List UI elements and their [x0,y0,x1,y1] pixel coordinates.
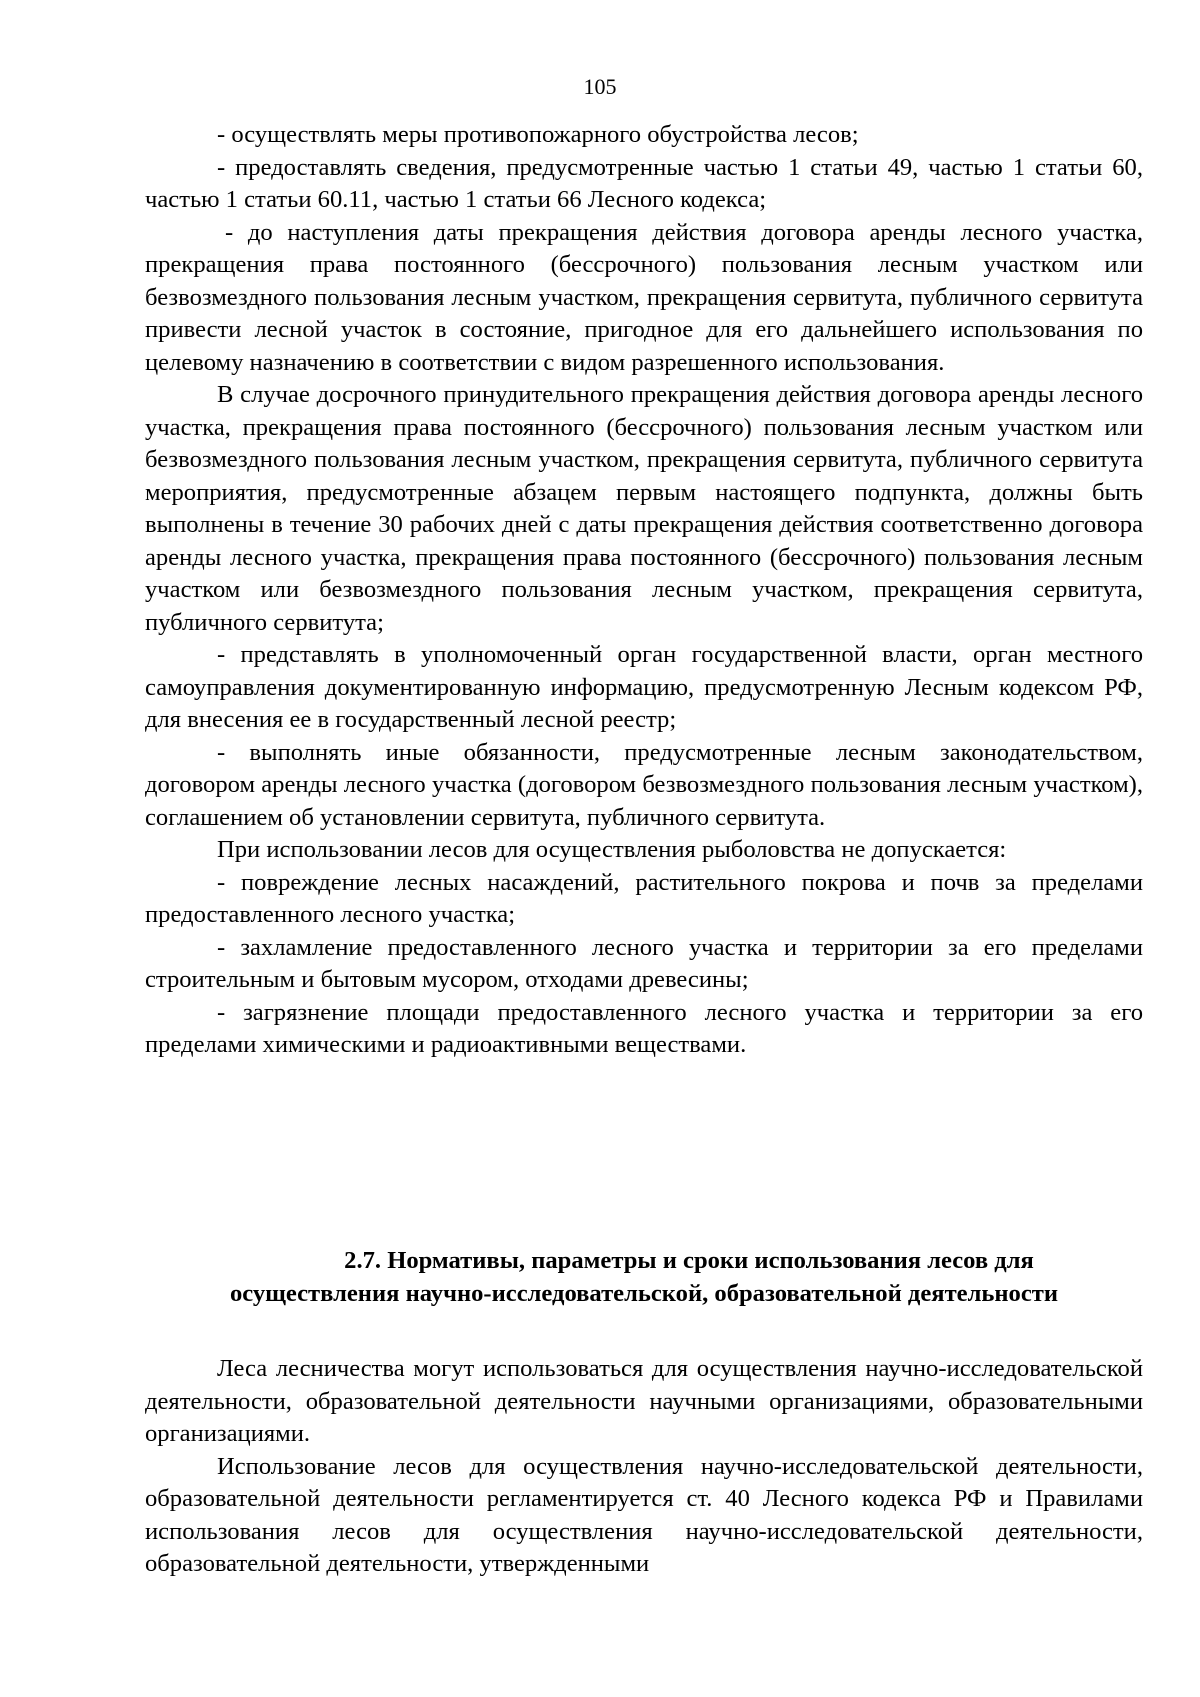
paragraph: - загрязнение площади предоставленного лесного участка и территории за его пределами химическими и радиоактивными веществами. [145,998,1143,1058]
paragraph: При использовании лесов для осуществления рыболовства не допускается: [217,836,1007,863]
section-heading-line-2: осуществления научно-исследовательской, образовательной деятельности [229,1279,1059,1307]
paragraph: - представлять в уполномоченный орган государственной власти, орган местного самоуправления документированную информацию, предусмотренную Лесным кодексом РФ, для внесения ее в государственный лесной реестр; [145,641,1143,733]
paragraph: - повреждение лесных насаждений, растительного покрова и почв за пределами предоставленного лесного участка; [145,868,1143,928]
section-heading-line-1: 2.7. Нормативы, параметры и сроки использования лесов для [344,1247,1034,1274]
section-body-upper [145,119,1143,1062]
paragraph: - до наступления даты прекращения действия договора аренды лесного участка, прекращения права постоянного (бессрочного) пользования лесным участком или безвозмездного пользования лесным участком, прекращения сервитута, публичного сервитута привести лесной участок в состояние, пригодное для его дальнейшего использования по целевому назначению в соответствии с видом разрешенного использования. [145,218,1143,376]
paragraph: - предоставлять сведения, предусмотренные частью 1 статьи 49, частью 1 статьи 60, частью 1 статьи 60.11, частью 1 статьи 66 Лесного кодекса; [145,153,1143,213]
page-number: 105 [583,74,617,99]
paragraph: Использование лесов для осуществления научно-исследовательской деятельности, образовательной деятельности регламентируется ст. 40 Лесного кодекса РФ и Правилами использования лесов для осуществления научно-исследовательской деятельности, образовательной деятельности, утвержденными [145,1452,1143,1577]
paragraph: - захламление предоставленного лесного участка и территории за его пределами строительным и бытовым мусором, отходами древесины; [145,933,1143,993]
section-body-lower [145,1353,1143,1581]
paragraph: - осуществлять меры противопожарного обустройства лесов; [217,121,859,148]
paragraph: - выполнять иные обязанности, предусмотренные лесным законодательством, договором аренды лесного участка (договором безвозмездного пользования лесным участком), соглашением об установлении сервитута, публичного сервитута. [145,738,1143,831]
section-heading [145,1245,1143,1310]
paragraph: В случае досрочного принудительного прекращения действия договора аренды лесного участка, прекращения права постоянного (бессрочного) пользования лесным участком или безвозмездного пользования лесным участком, прекращения сервитута, публичного сервитута мероприятия, предусмотренные абзацем первым настоящего подпункта, должны быть выполнены в течение 30 рабочих дней с даты прекращения действия соответственно договора аренды лесного участка, прекращения права постоянного (бессрочного) пользования лесным участком или безвозмездного пользования лесным участком, прекращения сервитута, публичного сервитута; [145,381,1143,636]
paragraph: Леса лесничества могут использоваться для осуществления научно-исследовательской деятельности, образовательной деятельности научными организациями, образовательными организациями. [145,1355,1143,1447]
